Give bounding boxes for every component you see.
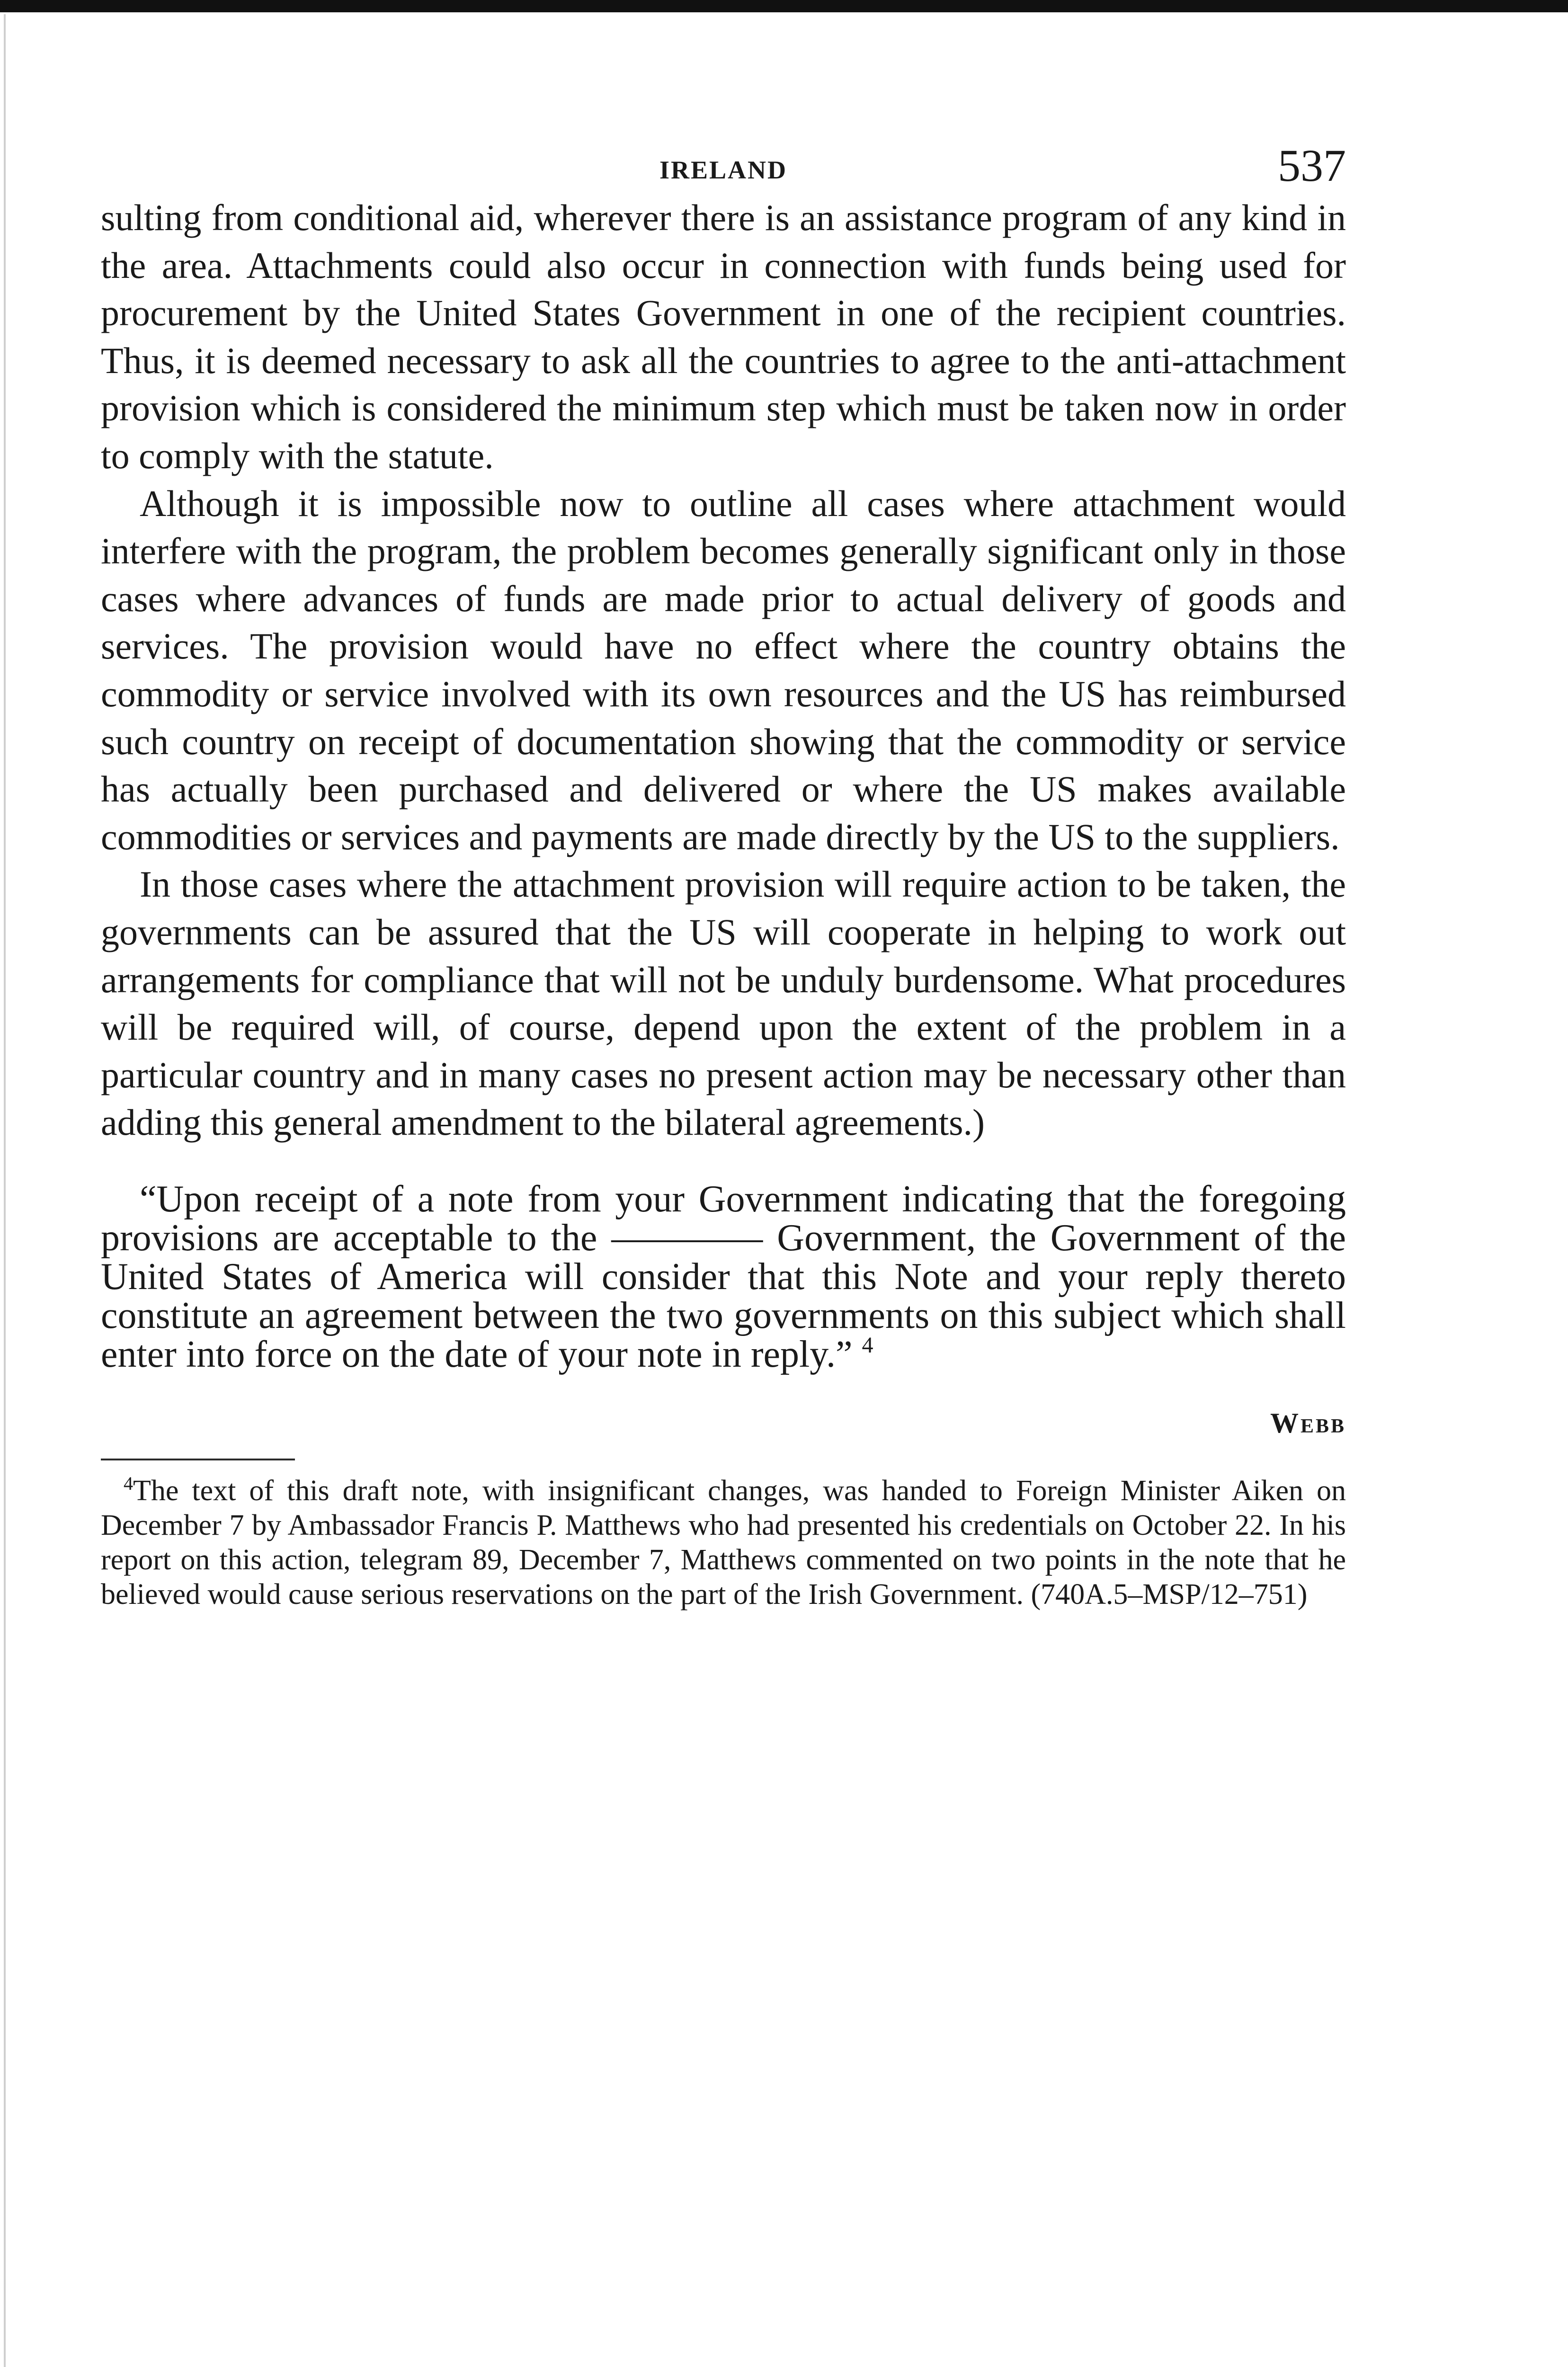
section-title: IRELAND: [659, 156, 788, 184]
paragraph-1: sulting from conditional aid, wherever there is an assistance program of any kind in the area. Attachments could also occur in connection with funds being used for procurement by the United States Government in one of the recipient countries. Thus, it is deemed necessary to ask all the countries to agree to the anti-attachment provision which is considered the minimum step which must be taken now in order to comply with the statute.: [101, 197, 1346, 476]
top-border-rule: [0, 0, 1568, 12]
quoted-note: [101, 1180, 1346, 1374]
page-left-edge: [4, 14, 6, 2367]
footnote-text: The text of this draft note, with insignificant changes, was handed to Foreign Minister Aiken on December 7 by Ambassador Francis P. Matthews who had presented his credentials on October 22. In his report on this action, telegram 89, December 7, Matthews commented on two points in the note that he believed would cause serious reservations on the part of the Irish Government. (740A.5–MSP/12–751): [101, 1474, 1346, 1611]
page-number: 537: [1278, 140, 1346, 191]
running-head: [101, 142, 1346, 194]
paragraph-3: In those cases where the attachment provision will require action to be taken, the governments can be assured that the US will cooperate in helping to work out arrangements for compliance that will not be unduly burdensome. What procedures will be required will, of course, depend upon the extent of the problem in a particular country and in many cases no present action may be necessary other than adding this general amendment to the bilateral agreements.): [101, 863, 1346, 1143]
footnote-divider: [101, 1459, 295, 1460]
footnote-marker: 4: [124, 1472, 133, 1494]
paragraph-2: Although it is impossible now to outline all cases where attachment would interfere with the program, the problem becomes generally significant only in those cases where advances of funds are made prior to actual delivery of goods and services. The provision would have no effect where the country obtains the commodity or service involved with its own resources and the US has reimbursed such country on receipt of documentation showing that the commodity or service has actually been purchased and delivered or where the US makes available commodities or services and payments are made directly by the US to the suppliers.: [101, 482, 1346, 857]
footnote-reference: 4: [862, 1332, 873, 1358]
footnote: [101, 1474, 1346, 1612]
document-page: [101, 142, 1346, 1612]
quoted-note-text: “Upon receipt of a note from your Government indicating that the foregoing provisions are acceptable to the ———— Government, the Government of the United States of America will consider that this Note and your reply thereto constitute an agreement between the two governments on this subject which shall enter into force on the date of your note in reply.”: [101, 1178, 1346, 1375]
signature: Webb: [1270, 1407, 1346, 1439]
